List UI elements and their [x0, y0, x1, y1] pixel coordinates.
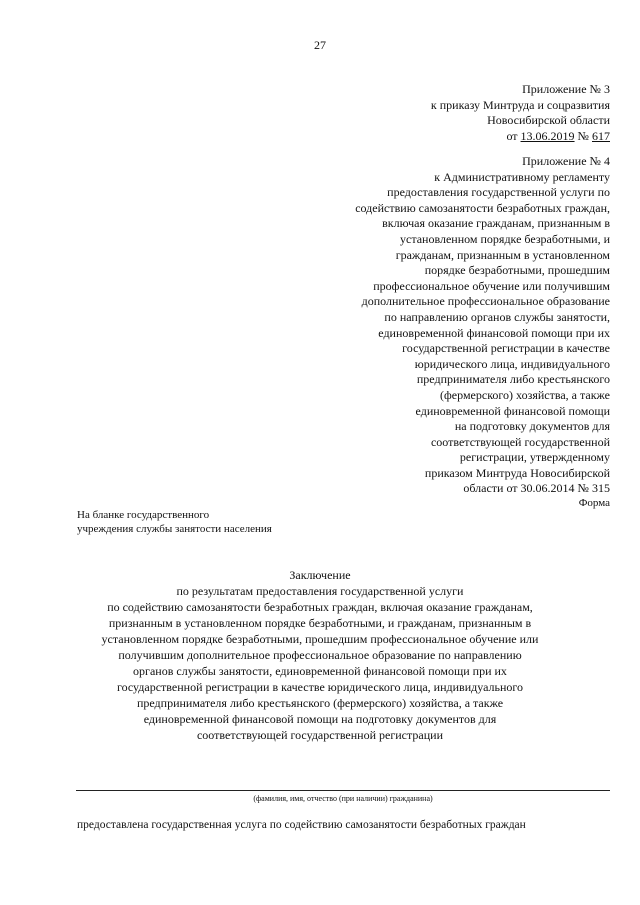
appendix-4-line: на подготовку документов для [454, 419, 610, 434]
letterhead-note-line: На бланке государственного [77, 509, 210, 521]
conclusion-line: органов службы занятости, единовременной финансовой помощи при их [133, 664, 507, 678]
appendix-4-line: дополнительное профессиональное образование [361, 294, 610, 309]
appendix-3-date-prefix: от [506, 128, 521, 143]
appendix-4-line: единовременной финансовой помощи при их [378, 325, 610, 340]
conclusion-line: установленном порядке безработными, прошедшим профессиональное обучение или [101, 632, 539, 646]
appendix-3-region: Новосибирской области [487, 113, 610, 128]
conclusion-line: единовременной финансовой помощи на подготовку документов для [143, 712, 497, 726]
conclusion-line: соответствующей государственной регистрации [196, 728, 443, 742]
appendix-4-header [290, 154, 610, 497]
appendix-4-line: предоставления государственной услуги по [387, 185, 610, 200]
appendix-4-line: включая оказание гражданам, признанным в [382, 216, 610, 231]
appendix-3-date-line [290, 129, 610, 145]
conclusion-heading [60, 567, 580, 743]
conclusion-line: по содействию самозанятости безработных граждан, включая оказание гражданам, [107, 600, 533, 614]
appendix-3-header [290, 82, 610, 144]
appendix-4-line: по направлению органов службы занятости, [384, 309, 610, 324]
appendix-4-line: регистрации, утвержденному [459, 450, 610, 465]
citizen-name-line [76, 790, 610, 791]
appendix-4-line: порядке безработными, прошедшим [424, 263, 610, 278]
appendix-4-line: профессиональное обучение или получившим [373, 278, 610, 293]
citizen-name-caption: (фамилия, имя, отчество (при наличии) гражданина) [253, 794, 433, 803]
appendix-4-line: (фермерского) хозяйства, а также [440, 387, 610, 402]
conclusion-line: государственной регистрации в качестве юридического лица, индивидуального [116, 680, 524, 694]
appendix-4-line: соответствующей государственной [430, 434, 610, 449]
appendix-3-number-prefix: № [574, 128, 592, 143]
appendix-4-line: Приложение № 4 [522, 154, 610, 168]
appendix-4-line: приказом Минтруда Новосибирской [424, 465, 610, 480]
letterhead-note-line: учреждения службы занятости населения [77, 523, 272, 535]
appendix-3-order-ref: к приказу Минтруда и соцразвития [430, 97, 610, 112]
service-provided-text: предоставлена государственная услуга по содействию самозанятости безработных граждан [77, 819, 526, 831]
conclusion-line: предпринимателя либо крестьянского (фермерского) хозяйства, а также [136, 696, 504, 710]
page-number: 27 [314, 38, 326, 52]
appendix-4-line: единовременной финансовой помощи [415, 403, 610, 418]
appendix-4-line: к Административному регламенту [434, 169, 610, 184]
conclusion-title: Заключение [289, 568, 351, 582]
conclusion-line: по результатам предоставления государственной услуги [176, 584, 464, 598]
conclusion-line: признанным в установленном порядке безработными, и гражданам, признанным в [108, 616, 532, 630]
appendix-3-date: 13.06.2019 [520, 128, 575, 143]
appendix-3-number: 617 [592, 128, 610, 143]
appendix-3-title: Приложение № 3 [522, 82, 610, 96]
letterhead-note [77, 508, 272, 536]
appendix-4-line: содействию самозанятости безработных граждан, [355, 200, 610, 215]
appendix-4-line: установленном порядке безработными, и [400, 231, 610, 246]
appendix-4-line: предпринимателя либо крестьянского [416, 372, 610, 387]
appendix-4-line: государственной регистрации в качестве [402, 341, 610, 356]
appendix-4-line: юридического лица, индивидуального [414, 356, 610, 371]
appendix-4-line: гражданам, признанным в установленном [395, 247, 610, 262]
form-label: Форма [578, 497, 610, 509]
appendix-4-line: области от 30.06.2014 № 315 [463, 481, 610, 496]
conclusion-line: получившим дополнительное профессиональное образование по направлению [118, 648, 522, 662]
